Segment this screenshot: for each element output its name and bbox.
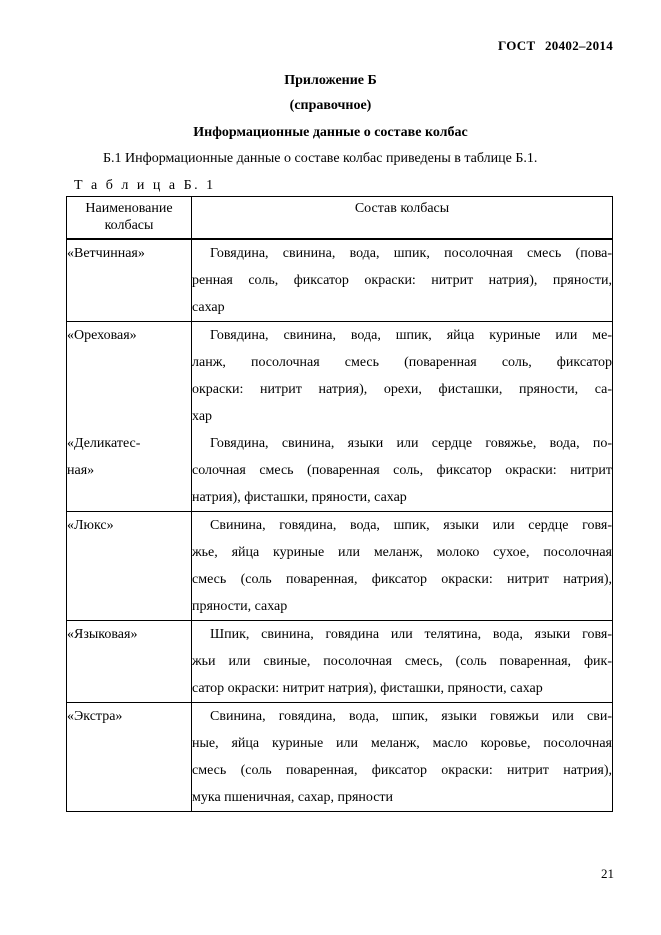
appendix-status: (справочное) (289, 98, 372, 113)
appendix-title: Приложение Б (284, 73, 377, 88)
appendix-heading: Информационные данные о составе колбас (193, 125, 468, 140)
composition-cell (192, 703, 613, 812)
composition-line: ные, яйца куриные или меланж, масло коровье, посолочная (192, 736, 612, 751)
table-row (67, 430, 613, 512)
composition-table (66, 196, 613, 812)
composition-line: Шпик, свинина, говядина или телятина, вода, языки говя- (210, 627, 612, 642)
composition-line: хар (192, 409, 213, 424)
composition-line: мука пшеничная, сахар, пряности (192, 790, 394, 805)
composition-line: окраски: нитрит натрия), орехи, фисташки, пряности, са- (192, 382, 612, 397)
table-row (67, 322, 613, 431)
composition-line: ренная соль, фиксатор окраски: нитрит натрия), пряности, (192, 273, 612, 288)
composition-cell (192, 621, 613, 703)
composition-cell (192, 512, 613, 621)
composition-line: жьи или свиные, посолочная смесь, (соль поваренная, фик- (192, 654, 612, 669)
composition-line: смесь (соль поваренная, фиксатор окраски: нитрит натрия), (192, 572, 612, 587)
composition-line: сатор окраски: нитрит натрия), фисташки, пряности, сахар (192, 681, 543, 696)
table-row (67, 239, 613, 322)
composition-line: Говядина, свинина, языки или сердце говяжье, вода, по- (210, 436, 612, 451)
composition-line: ланж, посолочная смесь (поваренная соль, фиксатор (192, 355, 612, 370)
sausage-name-cell: «Языковая» (67, 621, 192, 703)
composition-line: натрия), фисташки, пряности, сахар (192, 490, 407, 505)
sausage-name-cell: «Ветчинная» (67, 239, 192, 322)
composition-line: смесь (соль поваренная, фиксатор окраски: нитрит натрия), (192, 763, 612, 778)
composition-line: Говядина, свинина, вода, шпик, яйца куриные или ме- (210, 328, 612, 343)
sausage-name-cell: «Ореховая» (67, 322, 192, 431)
composition-cell (192, 239, 613, 322)
composition-line: солочная смесь (поваренная соль, фиксатор окраски: нитрит (192, 463, 612, 478)
page-number: 21 (601, 866, 614, 881)
sausage-name-cell: «Деликатес- ная» (67, 430, 192, 512)
table-caption: Т а б л и ц а Б. 1 (74, 178, 216, 193)
sausage-name-cell: «Экстра» (67, 703, 192, 812)
intro-paragraph: Б.1 Информационные данные о составе колбас приведены в таблице Б.1. (103, 151, 538, 166)
composition-cell (192, 430, 613, 512)
standard-number: ГОСТ 20402–2014 (497, 38, 613, 53)
table-row (67, 512, 613, 621)
composition-line: Говядина, свинина, вода, шпик, посолочная смесь (пова- (210, 246, 612, 261)
composition-line: жье, яйца куриные или меланж, молоко сухое, посолочная (192, 545, 612, 560)
composition-line: Свинина, говядина, вода, шпик, языки говяжьи или сви- (210, 709, 612, 724)
composition-line: сахар (192, 300, 225, 315)
composition-cell (192, 322, 613, 431)
table-header-row (67, 197, 613, 240)
column-header-name: Наименование колбасы (67, 197, 192, 240)
column-header-composition: Состав колбасы (192, 197, 613, 240)
table-row (67, 621, 613, 703)
composition-line: Свинина, говядина, вода, шпик, языки или сердце говя- (210, 518, 612, 533)
sausage-name-cell: «Люкс» (67, 512, 192, 621)
table-row (67, 703, 613, 812)
composition-line: пряности, сахар (192, 599, 288, 614)
